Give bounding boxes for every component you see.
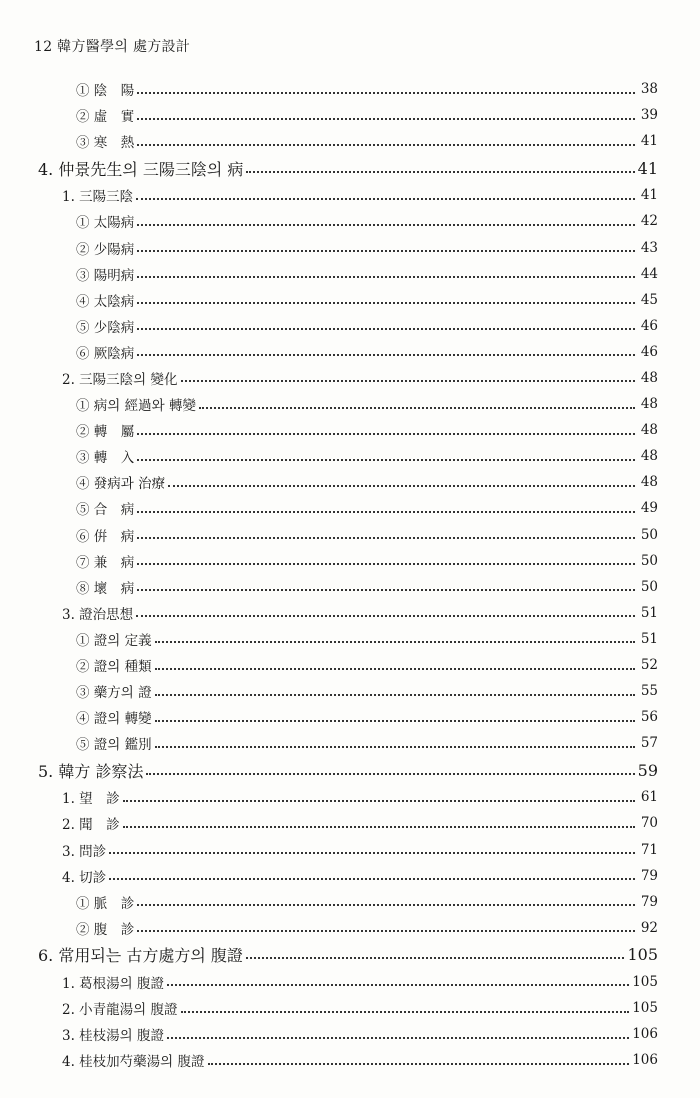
toc-entry-label: ② 少陽病: [76, 241, 135, 258]
toc-entry: [0, 915, 700, 941]
toc-entry-page-number: 56: [640, 709, 658, 726]
dot-leader: [155, 719, 635, 722]
toc-entry: [0, 154, 700, 182]
dot-leader: [246, 170, 634, 173]
toc-entry: [0, 889, 700, 915]
running-header: 12 韓方醫學의 處方設計: [34, 39, 191, 55]
toc-entry-label: 1. 葛根湯의 腹證: [62, 975, 165, 992]
toc-entry: [0, 837, 700, 863]
dot-leader: [137, 143, 635, 146]
toc-entry-label: ③ 陽明病: [76, 267, 135, 284]
toc-entry: [0, 704, 700, 730]
dot-leader: [109, 877, 635, 880]
toc-entry-page-number: 41: [637, 158, 658, 178]
toc-entry: [0, 941, 700, 969]
toc-entry-page-number: 71: [640, 841, 658, 858]
toc-entry-page-number: 44: [640, 265, 658, 282]
toc-entry: [0, 600, 700, 626]
toc-entry: [0, 574, 700, 600]
dot-leader: [137, 458, 635, 461]
toc-entry: [0, 287, 700, 313]
toc-entry: [0, 652, 700, 678]
toc-entry-label: ① 脈 診: [76, 895, 135, 912]
toc-entry-page-number: 46: [640, 317, 658, 334]
toc-entry-page-number: 42: [640, 213, 658, 230]
toc-entry-label: ④ 太陰病: [76, 293, 135, 310]
dot-leader: [137, 327, 635, 330]
toc-entry-page-number: 59: [637, 760, 658, 780]
toc-entry: [0, 469, 700, 495]
toc-entry-page-number: 38: [640, 81, 658, 98]
toc-entry-page-number: 52: [640, 657, 658, 674]
toc-entry: [0, 339, 700, 365]
toc-entry: [0, 261, 700, 287]
dot-leader: [123, 825, 635, 828]
dot-leader: [137, 249, 635, 252]
toc-entry-page-number: 106: [632, 1052, 658, 1069]
toc-entry-page-number: 48: [640, 474, 658, 491]
toc-entry-page-number: 48: [640, 448, 658, 465]
toc-entry-page-number: 49: [640, 500, 658, 517]
dot-leader: [181, 379, 635, 382]
toc-entry: [0, 495, 700, 521]
toc-entry-label: ② 證의 種類: [76, 659, 152, 676]
toc-entry: [0, 810, 700, 836]
toc-entry-page-number: 48: [640, 369, 658, 386]
toc-entry: [0, 522, 700, 548]
toc-entry: [0, 313, 700, 339]
dot-leader: [137, 929, 635, 932]
toc-entry: [0, 208, 700, 234]
toc-entry: [0, 128, 700, 154]
toc-entry-label: ② 腹 診: [76, 921, 135, 938]
dot-leader: [137, 223, 635, 226]
dot-leader: [168, 484, 635, 487]
toc-entry-label: ⑦ 兼 病: [76, 554, 135, 571]
toc-entry: [0, 76, 700, 102]
toc-entry-label: 3. 桂枝湯의 腹證: [62, 1028, 165, 1045]
dot-leader: [137, 301, 635, 304]
toc-entry: [0, 756, 700, 784]
toc-entry-page-number: 39: [640, 107, 658, 124]
toc-entry-label: 1. 三陽三陰: [62, 189, 134, 206]
toc-entry: [0, 730, 700, 756]
dot-leader: [137, 432, 635, 435]
dot-leader: [155, 693, 635, 696]
toc-entry-label: 2. 三陽三陰의 變化: [62, 371, 178, 388]
dot-leader: [136, 614, 635, 617]
toc-entry: [0, 417, 700, 443]
toc-entry: [0, 234, 700, 260]
toc-entry: [0, 365, 700, 391]
toc-entry-page-number: 92: [640, 919, 658, 936]
toc-entry-label: ⑥ 倂 病: [76, 528, 135, 545]
toc-entry-page-number: 61: [640, 789, 658, 806]
toc-entry-label: ⑥ 厥陰病: [76, 345, 135, 362]
dot-leader: [137, 510, 635, 513]
table-of-contents: [0, 76, 700, 1073]
toc-entry-label: 3. 問診: [62, 843, 107, 860]
toc-entry: [0, 391, 700, 417]
dot-leader: [155, 640, 635, 643]
toc-entry-page-number: 48: [640, 422, 658, 439]
toc-entry-page-number: 70: [640, 815, 658, 832]
toc-entry-page-number: 50: [640, 578, 658, 595]
toc-entry: [0, 548, 700, 574]
toc-entry-label: 6. 常用되는 古方處方의 腹證: [38, 946, 243, 966]
dot-leader: [181, 1010, 630, 1013]
toc-entry: [0, 1021, 700, 1047]
toc-entry-page-number: 51: [640, 604, 658, 621]
dot-leader: [137, 536, 635, 539]
toc-entry-label: 2. 聞 診: [62, 817, 120, 834]
toc-entry-label: ① 陰 陽: [76, 83, 135, 100]
toc-entry-label: ③ 寒 熱: [76, 135, 135, 152]
toc-entry-label: 2. 小青龍湯의 腹證: [62, 1002, 178, 1019]
toc-entry-label: 4. 切診: [62, 869, 107, 886]
dot-leader: [137, 588, 635, 591]
toc-entry-label: 4. 仲景先生의 三陽三陰의 病: [38, 159, 244, 179]
toc-entry-page-number: 46: [640, 343, 658, 360]
toc-entry: [0, 678, 700, 704]
dot-leader: [137, 903, 635, 906]
toc-entry-label: ① 證의 定義: [76, 632, 152, 649]
toc-entry-label: ① 太陽病: [76, 215, 135, 232]
toc-entry-label: ④ 發病과 治療: [76, 476, 166, 493]
dot-leader: [155, 667, 635, 670]
dot-leader: [123, 799, 635, 802]
toc-entry-page-number: 105: [632, 1000, 658, 1017]
toc-entry-label: ⑤ 合 病: [76, 502, 135, 519]
toc-entry-label: ⑤ 少陰病: [76, 319, 135, 336]
toc-entry-label: ③ 藥方의 證: [76, 685, 152, 702]
toc-entry-page-number: 45: [640, 291, 658, 308]
toc-entry-label: ⑧ 壞 病: [76, 580, 135, 597]
toc-entry: [0, 784, 700, 810]
toc-entry-page-number: 50: [640, 526, 658, 543]
dot-leader: [137, 353, 635, 356]
dot-leader: [246, 956, 625, 959]
toc-entry-label: ① 病의 經過와 轉變: [76, 398, 196, 415]
toc-entry-page-number: 50: [640, 552, 658, 569]
toc-entry-label: ⑤ 證의 鑑別: [76, 737, 152, 754]
toc-entry: [0, 863, 700, 889]
toc-entry-page-number: 57: [640, 735, 658, 752]
dot-leader: [137, 275, 635, 278]
toc-entry-page-number: 79: [640, 893, 658, 910]
toc-entry: [0, 443, 700, 469]
toc-entry: [0, 995, 700, 1021]
dot-leader: [167, 1036, 629, 1039]
dot-leader: [137, 562, 635, 565]
toc-entry-page-number: 105: [632, 973, 658, 990]
toc-entry: [0, 1047, 700, 1073]
toc-entry-label: ④ 證의 轉變: [76, 711, 152, 728]
toc-entry: [0, 969, 700, 995]
dot-leader: [137, 91, 635, 94]
dot-leader: [146, 772, 634, 775]
toc-entry-page-number: 106: [632, 1026, 658, 1043]
toc-entry-label: ③ 轉 入: [76, 450, 135, 467]
toc-entry-label: 4. 桂枝加芍藥湯의 腹證: [62, 1054, 205, 1071]
toc-entry-label: ② 轉 屬: [76, 424, 135, 441]
dot-leader: [136, 197, 635, 200]
dot-leader: [208, 1062, 630, 1065]
toc-entry-page-number: 41: [640, 133, 658, 150]
toc-entry: [0, 182, 700, 208]
toc-entry: [0, 626, 700, 652]
toc-entry-label: 1. 望 診: [62, 791, 120, 808]
dot-leader: [137, 117, 635, 120]
dot-leader: [199, 406, 635, 409]
toc-entry-page-number: 41: [640, 187, 658, 204]
toc-entry-page-number: 105: [627, 945, 658, 965]
toc-entry-label: ② 虛 實: [76, 109, 135, 126]
toc-entry-page-number: 79: [640, 867, 658, 884]
toc-entry-page-number: 55: [640, 683, 658, 700]
dot-leader: [155, 745, 635, 748]
toc-entry-label: 3. 證治思想: [62, 606, 134, 623]
dot-leader: [109, 851, 635, 854]
toc-entry-label: 5. 韓方 診察法: [38, 761, 144, 781]
toc-entry-page-number: 43: [640, 239, 658, 256]
dot-leader: [167, 983, 629, 986]
toc-entry-page-number: 48: [640, 396, 658, 413]
toc-entry: [0, 102, 700, 128]
toc-entry-page-number: 51: [640, 630, 658, 647]
